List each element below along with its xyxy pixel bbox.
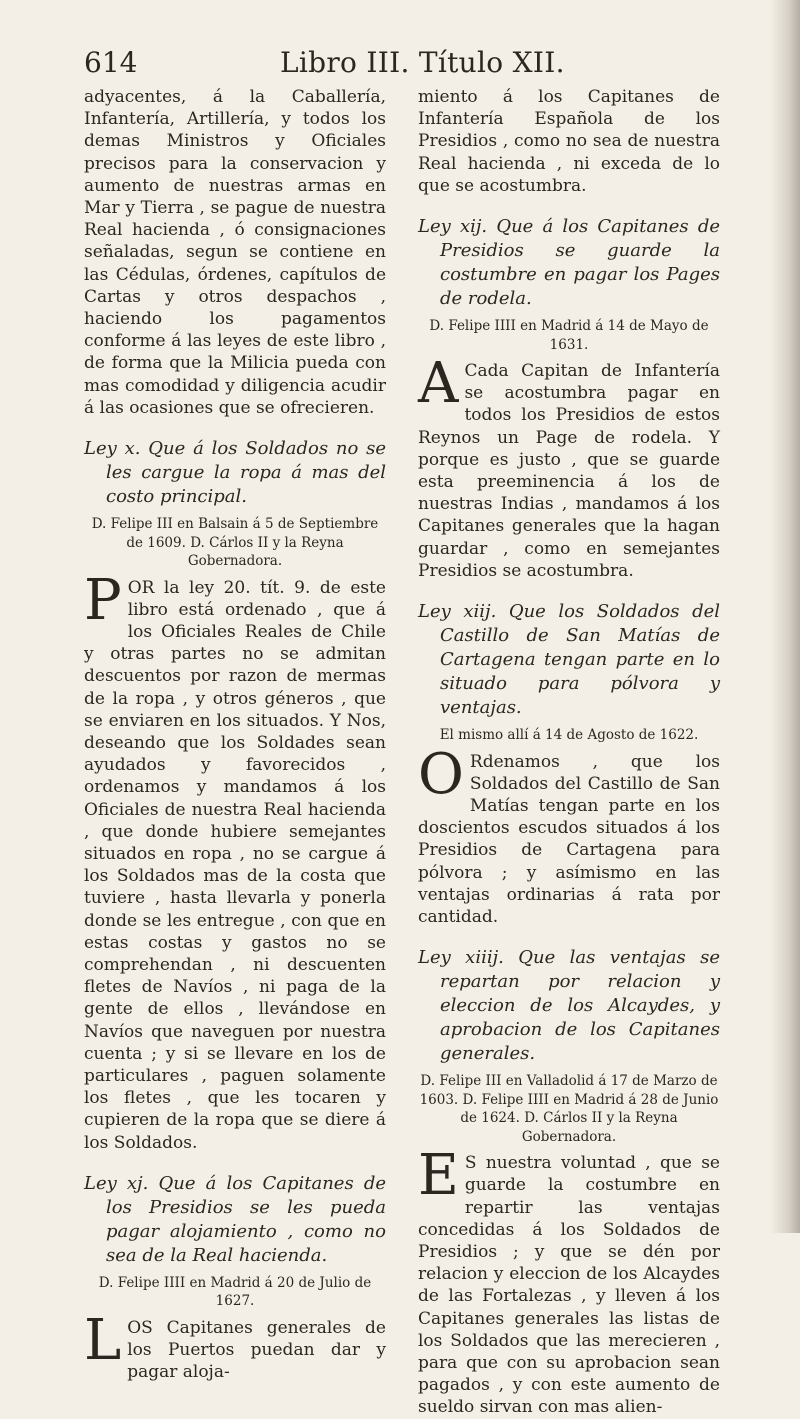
law-x-title: Ley x. Que á los Soldados no se les cargue la ropa á mas del costo principal. [84, 438, 386, 508]
law-x-text: POR la ley 20. tít. 9. de este libro está ordenado , que á los Oficiales Reales de Chile y otras partes no se admitan descuentos por razon de mermas de la ropa , y otros géneros , que se enviaren en los situados. Y Nos, deseando que los Soldades sean ayudados y favorecidos , ordenamos y mandamos á los Oficiales de nuestra Real hacienda , que donde hubiere semejantes situados en ropa , no se cargue á los Soldados mas de la costa que tuviere , hasta llevarla y ponerla donde se les entregue , con que en estas costas y gastos no se comprehendan , ni descuenten fletes de Navíos , ni paga de la gente de ellos , llevándose en Navíos que naveguen por nuestra cuenta ; y si se llevare en los de particulares , paguen solamente los fletes , que les tocaren y cupieren de la ropa que se diere á los Soldados. [84, 567, 386, 1153]
running-title: Libro III. Título XII. [280, 46, 565, 79]
left-column [84, 86, 386, 1383]
law-xj-text: LOS Capitanes generales de los Puertos puedan dar y pagar aloja- [84, 1307, 386, 1383]
drop-cap-p: P [84, 567, 122, 633]
drop-cap-o: O [418, 741, 464, 807]
page-number: 614 [84, 46, 138, 79]
law-xiiij-title: Ley xiiij. Que las ventajas se repartan por relacion y eleccion de los Alcaydes, y aprobacion de los Capitanes generales. [418, 947, 720, 1065]
law-xij-note: D. Felipe IIII en Madrid á 14 de Mayo de 1631. [429, 318, 709, 353]
right-column [418, 86, 720, 1419]
law-xiiij-text: E S nuestra voluntad , que se guarde la costumbre en repartir las ventajas concedidas á los Soldados de Presidios ; y que se dén por relacion y eleccion de los Alcaydes de las Fortalezas , y lleven á los Capitanes generales las listas de los Soldados que las merecieren , para que con su aprobacion sean pagados , y con este aumento de sueldo sirvan con mas alien- [418, 1143, 720, 1418]
page-header [84, 46, 704, 80]
paragraph-continuation: adyacentes, á la Caballería, Infantería, Artillería, y todos los demas Ministros y Oficiales precisos para la conservacion y aumento de nuestras armas en Mar y Tierra , se pague de nuestra Real hacienda , ó consignaciones señaladas, segun se contiene en las Cédulas, órdenes, capítulos de Cartas y otros despachos , haciendo los pagamentos conforme á las leyes de este libro , de forma que la Milicia pueda con mas comodidad y diligencia acudir á las ocasiones que se ofrecieren. [84, 87, 386, 418]
law-xiij-text: O Rdenamos , que los Soldados del Castillo de San Matías tengan parte en los doscientos escudos situados á los Presidios de Cartagena para pólvora ; y asímismo en las ventajas ordinarias á rata por cantidad. [418, 741, 720, 927]
drop-cap-a: A [418, 351, 459, 417]
law-xij-text: A Cada Capitan de Infantería se acostumbra pagar en todos los Presidios de estos Reynos un Page de rodela. Y porque es justo , que se guarde esta preeminencia á los de nuestras Indias , mandamos á los Capitanes generales que la hagan guardar , como en semejantes Presidios se acostumbra. [418, 351, 720, 581]
drop-cap-e: E [418, 1143, 459, 1209]
law-x-note: D. Felipe III en Balsain á 5 de Septiembre de 1609. D. Cárlos II y la Reyna Gobernadora. [91, 516, 379, 570]
law-xiij-title: Ley xiij. Que los Soldados del Castillo de San Matías de Cartagena tengan parte en lo situado para pólvora y ventajas. [418, 601, 720, 719]
law-xij-title: Ley xij. Que á los Capitanes de Presidios se guarde la costumbre en pagar los Pages de rodela. [418, 216, 720, 310]
paragraph-continuation-right: miento á los Capitanes de Infantería Española de los Presidios , como no sea de nuestra Real hacienda , ni exceda de lo que se acostumbra. [418, 87, 720, 196]
law-xj-title: Ley xj. Que á los Capitanes de los Presidios se les pueda pagar alojamiento , como no sea de la Real hacienda. [84, 1172, 386, 1266]
page-edge-shadow [770, 0, 800, 1233]
law-xiij-note: El mismo allí á 14 de Agosto de 1622. [439, 727, 699, 744]
law-xiiij-note: D. Felipe III en Valladolid á 17 de Marzo de 1603. D. Felipe IIII en Madrid á 28 de Junio de 1624. D. Cárlos II y la Reyna Gobernadora. [419, 1073, 719, 1145]
drop-cap-l: L [84, 1307, 122, 1373]
law-xj-note: D. Felipe IIII en Madrid á 20 de Julio de 1627. [98, 1274, 372, 1310]
